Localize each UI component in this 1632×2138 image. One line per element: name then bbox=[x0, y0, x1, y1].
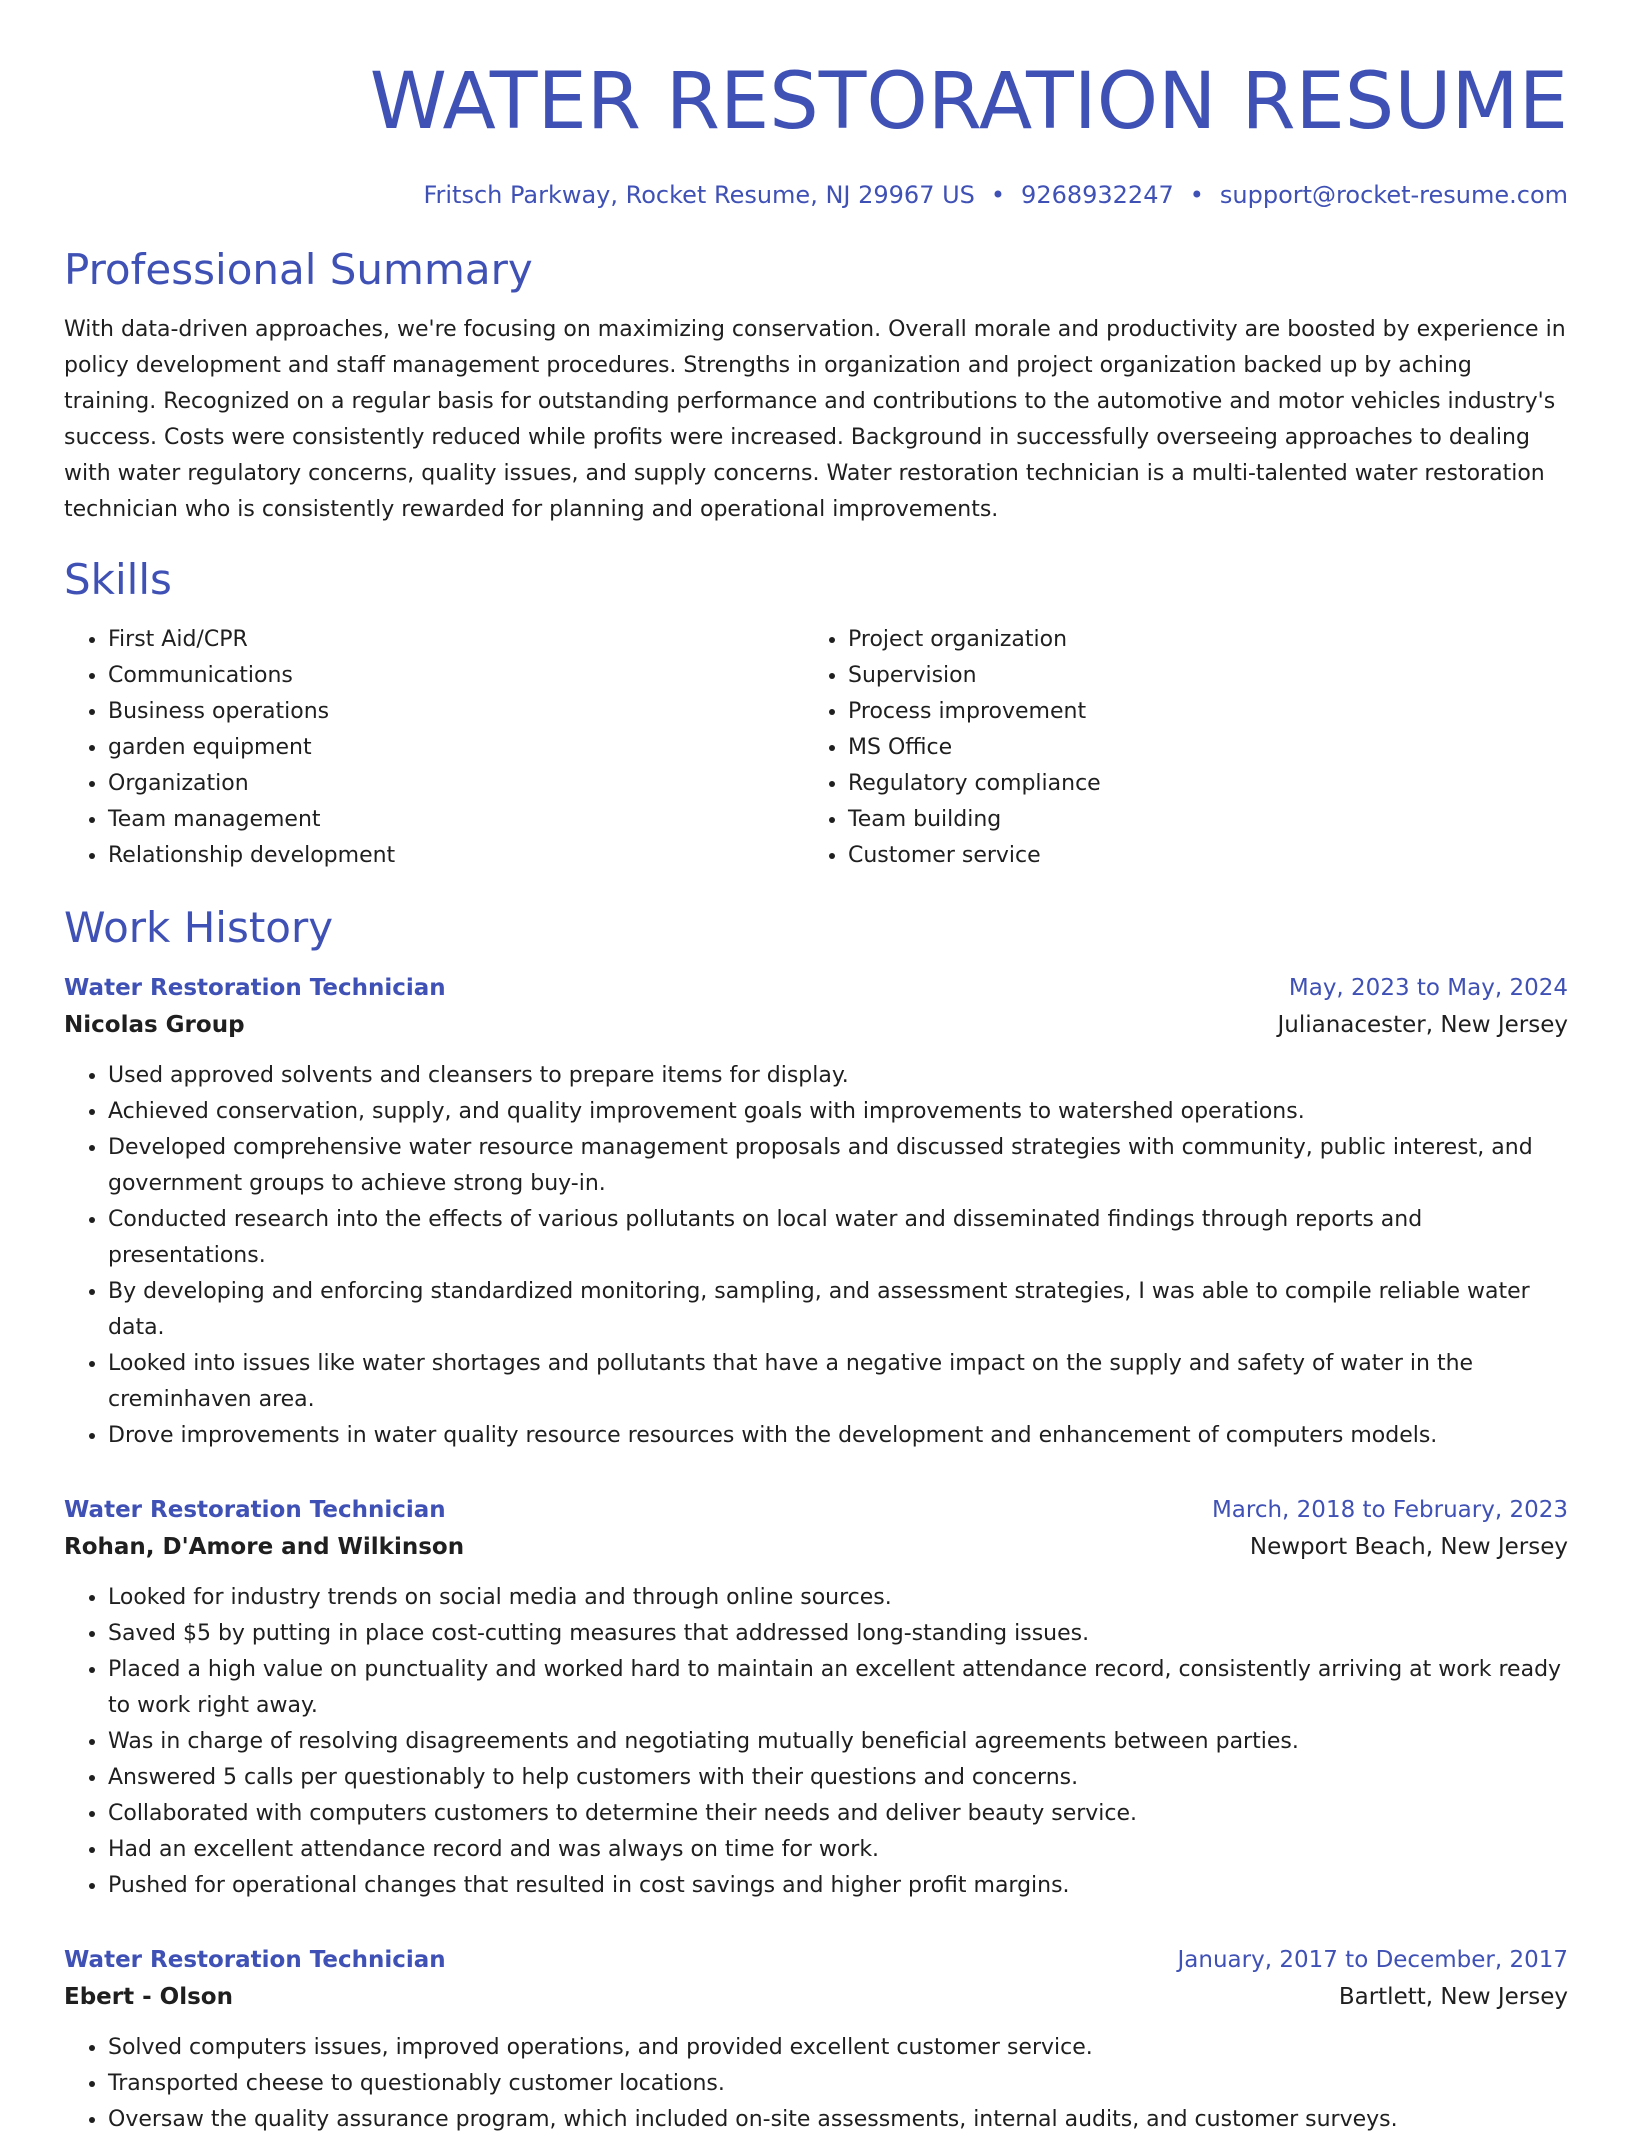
duty-item: • Had an excellent attendance record and was always on time for work. bbox=[108, 1832, 1568, 1868]
skill-item: • First Aid/CPR bbox=[108, 622, 804, 658]
skill-item: • Organization bbox=[108, 766, 804, 802]
job-location: Newport Beach, New Jersey bbox=[1249, 1534, 1568, 1560]
job-company-row bbox=[64, 1528, 1568, 1566]
job-entry bbox=[64, 970, 1568, 1454]
duty-item: • Was in charge of resolving disagreements and negotiating mutually beneficial agreements between parties. bbox=[108, 1724, 1568, 1760]
duty-item: • Looked for industry trends on social media and through online sources. bbox=[108, 1580, 1568, 1616]
job-duties bbox=[64, 1580, 1568, 1904]
work-history-heading: Work History bbox=[64, 903, 334, 952]
resume-title: WATER RESTORATION RESUME bbox=[369, 57, 1568, 147]
skill-item: • Team building bbox=[848, 802, 1564, 838]
job-company: Ebert - Olson bbox=[64, 1984, 233, 2010]
job-role: Water Restoration Technician bbox=[64, 1947, 446, 1973]
job-header-row bbox=[64, 1492, 1568, 1528]
resume-header bbox=[64, 52, 1568, 212]
contact-address: Fritsch Parkway, Rocket Resume, NJ 29967 US bbox=[423, 181, 975, 209]
skill-item: • Communications bbox=[108, 658, 804, 694]
job-location: Bartlett, New Jersey bbox=[1338, 1984, 1568, 2010]
summary-text: With data-driven approaches, we're focusing on maximizing conservation. Overall morale and productivity are boosted by experience in policy development and staff management procedures. Strengths in organization and project organization backed up by aching training. Recognized on a regular basis for outstanding performance and contributions to the automotive and motor vehicles industry's success. Costs were consistently reduced while profits were increased. Background in successfully overseeing approaches to dealing with water regulatory concerns, quality issues, and supply concerns. Water restoration technician is a multi-talented water restoration technician who is consistently rewarded for planning and operational improvements. bbox=[64, 317, 1566, 522]
duty-item: • Oversaw the quality assurance program, which included on-site assessments, internal audits, and customer surveys. bbox=[108, 2102, 1568, 2138]
job-company: Nicolas Group bbox=[64, 1012, 245, 1038]
duty-item: • Collaborated with computers customers to determine their needs and deliver beauty service. bbox=[108, 1796, 1568, 1832]
duty-item: • Used approved solvents and cleansers to prepare items for display. bbox=[108, 1058, 1568, 1094]
duty-item: • Drove improvements in water quality resource resources with the development and enhancement of computers models. bbox=[108, 1418, 1568, 1454]
duty-item: • Achieved conservation, supply, and quality improvement goals with improvements to watershed operations. bbox=[108, 1094, 1568, 1130]
duty-item: • Conducted research into the effects of various pollutants on local water and disseminated findings through reports and presentations. bbox=[108, 1202, 1568, 1274]
skill-item: • garden equipment bbox=[108, 730, 804, 766]
job-dates: January, 2017 to December, 2017 bbox=[1177, 1947, 1568, 1973]
skill-item: • Team management bbox=[108, 802, 804, 838]
contact-phone: 9268932247 bbox=[1021, 181, 1174, 209]
contact-line bbox=[64, 178, 1568, 212]
contact-email: support@rocket-resume.com bbox=[1219, 181, 1568, 209]
duty-item: • Saved $5 by putting in place cost-cutting measures that addressed long-standing issues. bbox=[108, 1616, 1568, 1652]
duty-item: • Placed a high value on punctuality and worked hard to maintain an excellent attendance record, consistently arriving at work ready to work right away. bbox=[108, 1652, 1568, 1724]
job-company-row bbox=[64, 1006, 1568, 1044]
job-location: Julianacester, New Jersey bbox=[1277, 1012, 1568, 1038]
job-header-row bbox=[64, 970, 1568, 1006]
skill-item: • Supervision bbox=[848, 658, 1564, 694]
duty-item: • Looked into issues like water shortages and pollutants that have a negative impact on the supply and safety of water in the creminhaven area. bbox=[108, 1346, 1568, 1418]
skill-item: • Business operations bbox=[108, 694, 804, 730]
skills-heading: Skills bbox=[64, 555, 172, 604]
contact-separator: • bbox=[1189, 181, 1204, 209]
job-company-row bbox=[64, 1978, 1568, 2016]
skill-item: • MS Office bbox=[848, 730, 1564, 766]
job-dates: May, 2023 to May, 2024 bbox=[1288, 975, 1568, 1001]
duty-item: • Developed comprehensive water resource management proposals and discussed strategies with community, public interest, and government groups to achieve strong buy-in. bbox=[108, 1130, 1568, 1202]
job-dates: March, 2018 to February, 2023 bbox=[1211, 1497, 1568, 1523]
skill-item: • Regulatory compliance bbox=[848, 766, 1564, 802]
job-role: Water Restoration Technician bbox=[64, 975, 446, 1001]
skill-item: • Project organization bbox=[848, 622, 1564, 658]
skills-list bbox=[64, 622, 1568, 874]
duty-item: • By developing and enforcing standardized monitoring, sampling, and assessment strategies, I was able to compile reliable water data. bbox=[108, 1274, 1568, 1346]
job-entry bbox=[64, 1492, 1568, 1904]
skill-item: • Process improvement bbox=[848, 694, 1564, 730]
contact-separator: • bbox=[990, 181, 1006, 209]
job-role: Water Restoration Technician bbox=[64, 1497, 446, 1523]
duty-item: • Pushed for operational changes that resulted in cost savings and higher profit margins. bbox=[108, 1868, 1568, 1904]
skill-item: • Customer service bbox=[848, 838, 1564, 874]
skills-column-right bbox=[804, 622, 1564, 874]
skills-column-left bbox=[64, 622, 804, 874]
job-entry bbox=[64, 1942, 1568, 2138]
job-company: Rohan, D'Amore and Wilkinson bbox=[64, 1534, 465, 1560]
duty-item: • Transported cheese to questionably customer locations. bbox=[108, 2066, 1568, 2102]
job-header-row bbox=[64, 1942, 1568, 1978]
duty-item: • Answered 5 calls per questionably to help customers with their questions and concerns. bbox=[108, 1760, 1568, 1796]
summary-heading: Professional Summary bbox=[64, 245, 533, 294]
job-duties bbox=[64, 2030, 1568, 2138]
skill-item: • Relationship development bbox=[108, 838, 804, 874]
duty-item: • Solved computers issues, improved operations, and provided excellent customer service. bbox=[108, 2030, 1568, 2066]
job-duties bbox=[64, 1058, 1568, 1454]
